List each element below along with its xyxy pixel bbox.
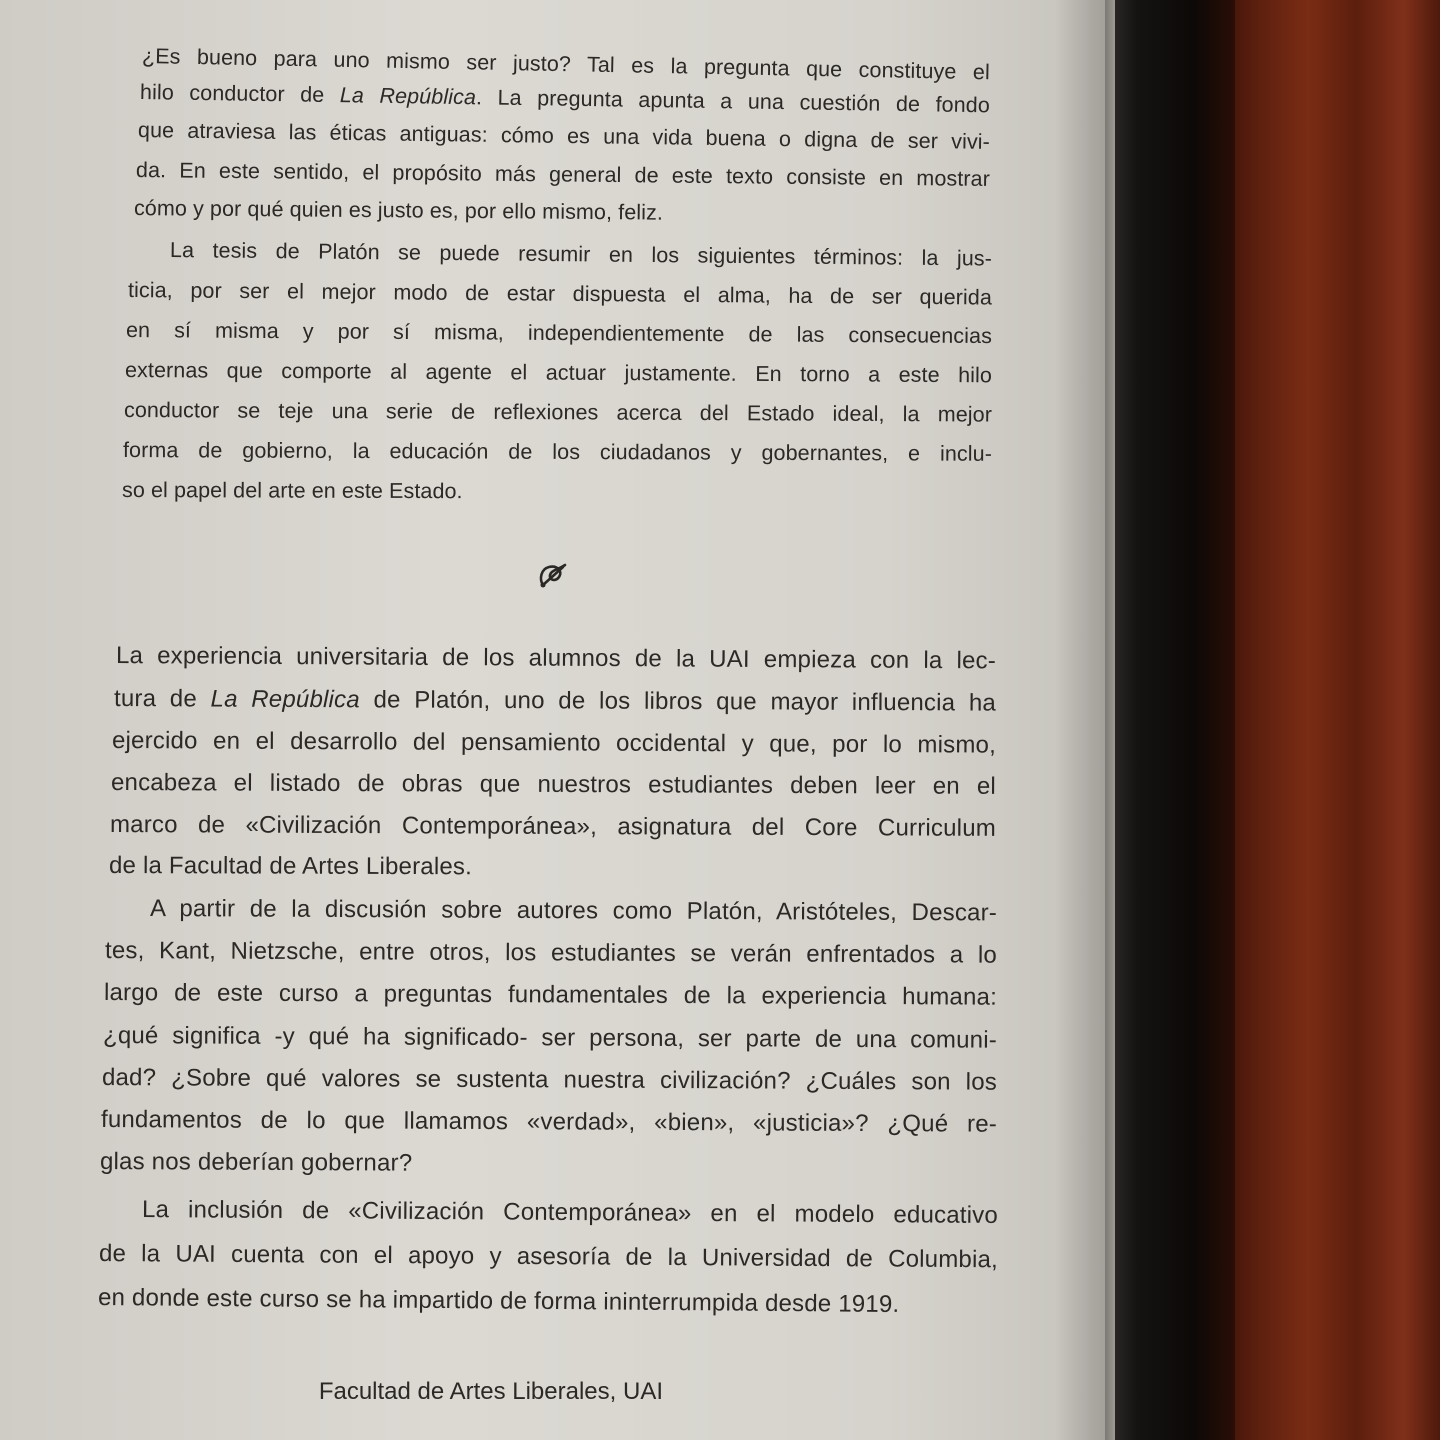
text-line: forma de gobierno, la educación de los ciudadanos y gobernantes, e inclu- xyxy=(122,438,993,466)
text-line: de la Facultad de Artes Liberales. xyxy=(108,852,473,881)
text-line: La experiencia universitaria de los alumnos de la UAI empieza con la lec- xyxy=(115,642,997,675)
text-line: La tesis de Platón se puede resumir en los siguientes términos: la jus- xyxy=(169,238,993,271)
text-line: dad? ¿Sobre qué valores se sustenta nuestra civilización? ¿Cuáles son los xyxy=(101,1064,998,1096)
signature: Facultad de Artes Liberales, UAI xyxy=(318,1378,663,1405)
text-line: A partir de la discusión sobre autores como Platón, Aristóteles, Descar- xyxy=(149,895,998,927)
text-line: que atraviesa las éticas antiguas: cómo es una vida buena o digna de ser vivi- xyxy=(137,118,991,154)
page-edge xyxy=(1055,0,1115,1440)
text-line: marco de «Civilización Contemporánea», asignatura del Core Curriculum xyxy=(109,811,997,842)
text-line: La inclusión de «Civilización Contemporánea» en el modelo educativo xyxy=(141,1196,999,1229)
text-line: tura de La República de Platón, uno de los libros que mayor influencia ha xyxy=(113,685,997,717)
book-shadow xyxy=(1095,0,1235,1440)
text-line: de la UAI cuenta con el apoyo y asesoría de la Universidad de Columbia, xyxy=(98,1240,999,1274)
text-line: en sí misma y por sí misma, independientemente de las consecuencias xyxy=(125,318,993,349)
text-line: externas que comporte al agente el actuar justamente. En torno a este hilo xyxy=(124,358,993,388)
fleuron-icon xyxy=(535,557,569,591)
text-line: glas nos deberían gobernar? xyxy=(99,1148,413,1177)
text-line: hilo conductor de La República. La pregunta apunta a una cuestión de fondo xyxy=(139,80,991,118)
text-line: fundamentos de lo que llamamos «verdad», «bien», «justicia»? ¿Qué re- xyxy=(100,1106,998,1138)
text-line: ejercido en el desarrollo del pensamiento occidental y que, por lo mismo, xyxy=(111,727,997,759)
text-line: encabeza el listado de obras que nuestros estudiantes deben leer en el xyxy=(110,769,997,800)
text-line: cómo y por qué quien es justo es, por ello mismo, feliz. xyxy=(133,196,664,225)
text-line: ¿Es bueno para uno mismo ser justo? Tal es la pregunta que constituye el xyxy=(141,44,991,85)
text-line: ¿qué significa -y qué ha significado- ser persona, ser parte de una comuni- xyxy=(102,1022,998,1054)
wooden-table-background xyxy=(1200,0,1440,1440)
text-line: conductor se teje una serie de reflexiones acerca del Estado ideal, la mejor xyxy=(123,398,993,427)
book-title: La República xyxy=(210,685,360,714)
text-line: tes, Kant, Nietzsche, entre otros, los estudiantes se verán enfrentados a lo xyxy=(104,937,998,969)
text-line: da. En este sentido, el propósito más general de este texto consiste en mostrar xyxy=(135,158,991,191)
text-line: largo de este curso a preguntas fundamentales de la experiencia humana: xyxy=(103,979,998,1011)
text-line: so el papel del arte en este Estado. xyxy=(121,478,463,504)
book-title: La República xyxy=(339,83,477,110)
text-line: en donde este curso se ha impartido de forma ininterrumpida desde 1919. xyxy=(97,1284,900,1318)
text-line: ticia, por ser el mejor modo de estar dispuesta el alma, ha de ser querida xyxy=(127,278,993,310)
